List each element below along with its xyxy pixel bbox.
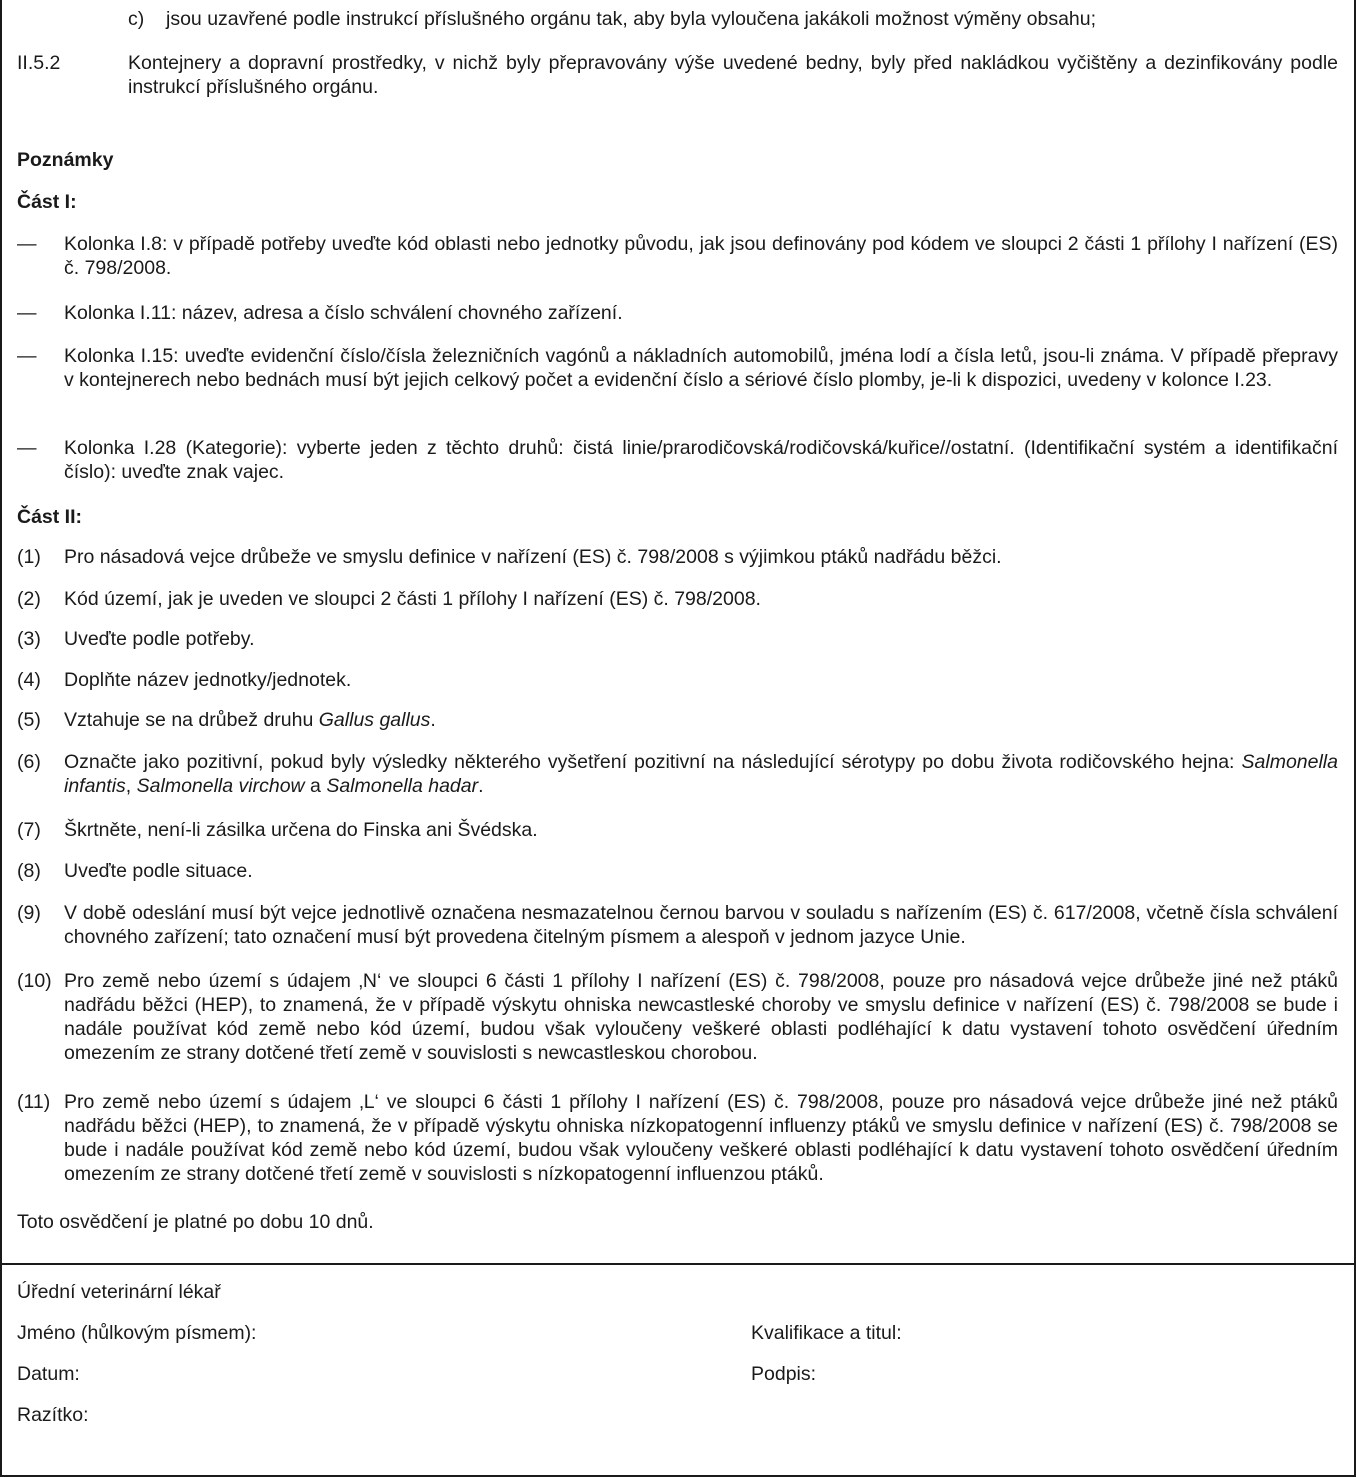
part2-item-marker: (8)	[17, 860, 41, 882]
validity-note: Toto osvědčení je platné po dobu 10 dnů.	[17, 1211, 374, 1233]
part2-item-text: V době odeslání musí být vejce jednotlivě označena nesmazatelnou černou barvou v souladu s nařízením (ES) č. 617/2008, včetně čísla schválení chovného zařízení; tato označení musí být provedena čitelným písmem a alespoň v jednom jazyce Unie.	[64, 902, 1338, 948]
part1-item-marker: —	[17, 345, 37, 367]
part1-item-marker: —	[17, 302, 37, 324]
part1-item-marker: —	[17, 233, 37, 255]
section-divider	[0, 1263, 1356, 1265]
part2-heading: Část II:	[17, 506, 83, 528]
part2-item-text: Pro země nebo území s údajem ‚N‘ ve sloupci 6 části 1 přílohy I nařízení (ES) č. 798/2008, pouze pro násadová vejce drůbeže jiné než ptáků nadřádu běžci (HEP), to znamená, že v případě výskytu ohniska newcastleské choroby ve smyslu definice v nařízení (ES) č. 798/2008 se bude i nadále používat kód země nebo kód území, budou však vyloučeny veškeré oblasti podléhající k datu vystavení tohoto osvědčení úředním omezením ze strany dotčené třetí země v souvislosti s newcastleskou chorobou.	[64, 970, 1338, 1064]
part2-item-marker: (11)	[17, 1091, 51, 1113]
part1-item-marker: —	[17, 437, 37, 459]
ii52-label: II.5.2	[17, 52, 61, 74]
part2-item-marker: (1)	[17, 546, 41, 568]
ii52-text: Kontejnery a dopravní prostředky, v nichž byly přepravovány výše uvedené bedny, byly před nakládkou vyčištěny a dezinfikovány podle instrukcí příslušného orgánu.	[128, 52, 1338, 98]
part1-item-text: Kolonka I.8: v případě potřeby uveďte kód oblasti nebo jednotky původu, jak jsou definovány pod kódem ve sloupci 2 části 1 přílohy I nařízení (ES) č. 798/2008.	[64, 233, 1338, 279]
part2-item-text: Pro násadová vejce drůbeže ve smyslu definice v nařízení (ES) č. 798/2008 s výjimkou ptáků nadřádu běžci.	[64, 546, 1002, 568]
qualification-label: Kvalifikace a titul:	[751, 1322, 902, 1344]
part2-item-text: Vztahuje se na drůbež druhu Gallus gallus.	[64, 709, 436, 731]
part2-item-text: Škrtněte, není-li zásilka určena do Finska ani Švédska.	[64, 819, 538, 841]
part2-item-text: Označte jako pozitivní, pokud byly výsledky některého vyšetření pozitivní na následující sérotypy po dobu života rodičovského hejna: Salmonella infantis, Salmonella virchow a Salmonella hadar.	[64, 751, 1338, 797]
part2-item-marker: (9)	[17, 902, 41, 924]
part2-item-text: Uveďte podle situace.	[64, 860, 253, 882]
name-label: Jméno (hůlkovým písmem):	[17, 1322, 257, 1344]
signature-label: Podpis:	[751, 1363, 817, 1385]
notes-heading: Poznámky	[17, 149, 114, 171]
part2-item-text: Pro země nebo území s údajem ‚L‘ ve sloupci 6 části 1 přílohy I nařízení (ES) č. 798/2008, pouze pro násadová vejce drůbeže jiné než ptáků nadřádu běžci (HEP), to znamená, že v případě výskytu ohniska nízkopatogenní influenzy ptáků ve smyslu definice v nařízení (ES) č. 798/2008 se bude i nadále používat kód země nebo kód území, budou však vyloučeny veškeré oblasti podléhající k datu vystavení tohoto osvědčení úředním omezením ze strany dotčené třetí země v souvislosti s nízkopatogenní influenzou ptáků.	[64, 1091, 1338, 1185]
date-label: Datum:	[17, 1363, 80, 1385]
part2-item-marker: (7)	[17, 819, 41, 841]
part2-item-marker: (5)	[17, 709, 41, 731]
part2-item-marker: (4)	[17, 669, 41, 691]
stamp-label: Razítko:	[17, 1404, 89, 1426]
part1-item-text: Kolonka I.28 (Kategorie): vyberte jeden z těchto druhů: čistá linie/prarodičovská/rodičovská/kuřice//ostatní. (Identifikační systém a identifikační číslo): uveďte znak vajec.	[64, 437, 1338, 483]
part1-item-text: Kolonka I.15: uveďte evidenční číslo/čísla železničních vagónů a nákladních automobilů, jména lodí a čísla letů, jsou-li známa. V případě přepravy v kontejnerech nebo bednách musí být jejich celkový počet a evidenční číslo a sériové číslo plomby, je-li k dispozici, uvedeny v kolonce I.23.	[64, 345, 1338, 391]
part1-heading: Část I:	[17, 191, 77, 213]
part2-item-marker: (6)	[17, 751, 41, 773]
part2-item-marker: (2)	[17, 588, 41, 610]
official-vet-title: Úřední veterinární lékař	[17, 1281, 221, 1303]
item-c-text: jsou uzavřené podle instrukcí příslušného orgánu tak, aby byla vyloučena jakákoli možnost výměny obsahu;	[166, 8, 1097, 30]
part1-item-text: Kolonka I.11: název, adresa a číslo schválení chovného zařízení.	[64, 302, 623, 324]
part2-item-text: Kód území, jak je uveden ve sloupci 2 části 1 přílohy I nařízení (ES) č. 798/2008.	[64, 588, 761, 610]
part2-item-text: Doplňte název jednotky/jednotek.	[64, 669, 352, 691]
part2-item-text: Uveďte podle potřeby.	[64, 628, 255, 650]
part2-item-marker: (3)	[17, 628, 41, 650]
part2-item-marker: (10)	[17, 970, 52, 992]
item-c-label: c)	[128, 8, 145, 30]
